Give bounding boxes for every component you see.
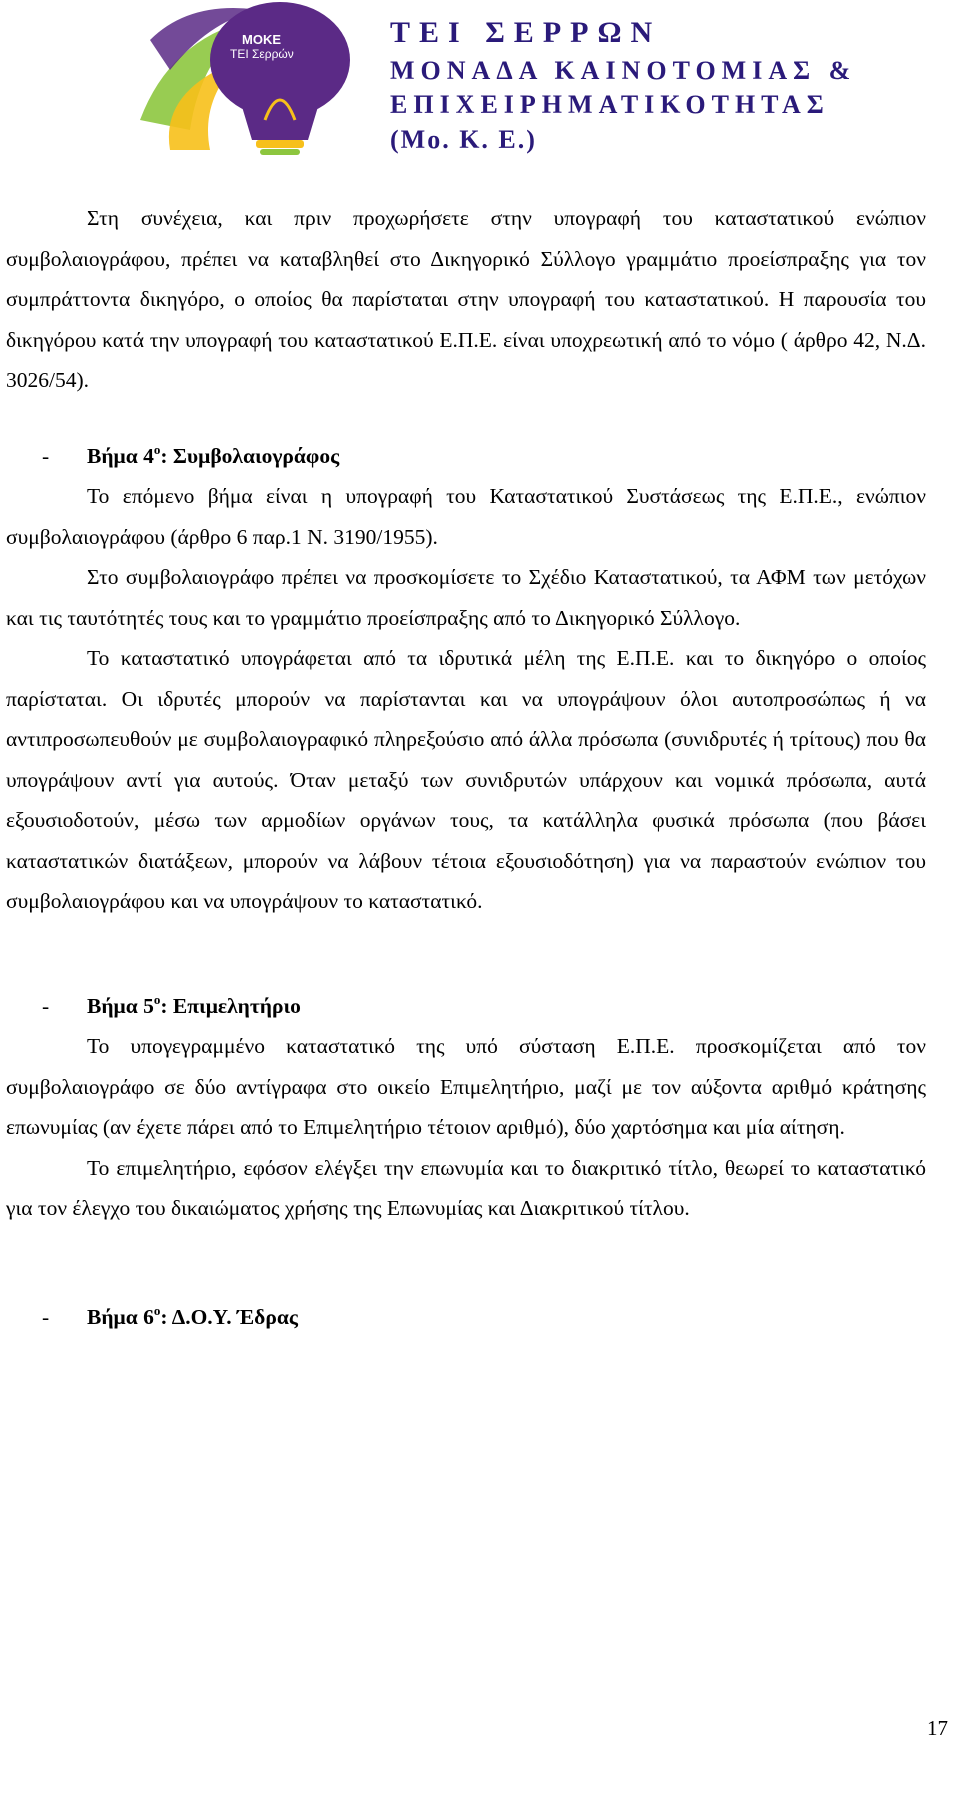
logo-title: ΜΟΚΕ [242, 32, 281, 47]
step-4-heading [6, 436, 926, 477]
step-5-heading [6, 986, 926, 1027]
document-body [6, 198, 926, 1337]
step-4-rest: : Συμβολαιογράφος [160, 443, 340, 468]
institution-line-2: ΜΟΝΑΔΑ ΚΑΙΝΟΤΟΜΙΑΣ & [390, 56, 857, 85]
step-6-rest: : Δ.Ο.Υ. Έδρας [160, 1304, 298, 1329]
step-6-sup: ο [153, 1302, 161, 1318]
page-header [0, 0, 960, 180]
step-4-paragraph-3: Το καταστατικό υπογράφεται από τα ιδρυτικά μέλη της Ε.Π.Ε. και το δικηγόρο ο οποίος παρίσταται. Οι ιδρυτές μπορούν να παρίστανται και να υπογράψουν όλοι αυτοπροσώπως ή να αντιπροσωπευθούν με συμβολαιογραφικό πληρεξούσιο από άλλα πρόσωπα (συνιδρυτές ή τρίτους) που θα υπογράψουν αντί για αυτούς. Όταν μεταξύ των συνιδρυτών υπάρχουν και νομικά πρόσωπα, αυτά εξουσιοδοτούν, μέσω των αρμοδίων οργάνων τους, τα κατάλληλα φυσικά πρόσωπα (που βάσει καταστατικών διατάξεων, μπορούν να λάβουν τέτοια εξουσιοδότηση) για να παραστούν ενώπιον του συμβολαιογράφου και να υπογράψουν το καταστατικό. [6, 646, 926, 913]
step-5-dash: - [42, 993, 50, 1018]
step-5-rest: : Επιμελητήριο [160, 993, 301, 1018]
institution-line-4: (Μο. Κ. Ε.) [390, 125, 537, 154]
step-4-dash: - [42, 443, 50, 468]
step-5-paragraph-2: Το επιμελητήριο, εφόσον ελέγξει την επωνυμία και το διακριτικό τίτλο, θεωρεί το καταστατικό για τον έλεγχο του δικαιώματος χρήσης της Επωνυμίας και Διακριτικού τίτλου. [6, 1155, 926, 1220]
step-4-title: Βήμα 4 [87, 443, 154, 468]
logo-subtitle: ΤΕΙ Σερρών [230, 47, 294, 61]
moke-logo [130, 0, 380, 160]
step-5-title: Βήμα 5 [87, 993, 154, 1018]
institution-line-1: ΤΕΙ ΣΕΡΡΩΝ [390, 16, 662, 49]
step-6-title: Βήμα 6 [87, 1304, 154, 1329]
page-number: 17 [927, 1716, 948, 1740]
step-5-paragraph-1: Το υπογεγραμμένο καταστατικό της υπό σύσταση Ε.Π.Ε. προσκομίζεται από τον συμβολαιογράφο σε δύο αντίγραφα στο οικείο Επιμελητήριο, μαζί με τον αύξοντα αριθμό κράτησης επωνυμίας (αν έχετε πάρει από το Επιμελητήριο τέτοιον αριθμό), δύο χαρτόσημα και μία αίτηση. [6, 1034, 926, 1139]
institution-name [390, 14, 950, 158]
lightbulb-logo-icon [130, 0, 380, 160]
step-6-heading [6, 1297, 926, 1338]
step-4-paragraph-2: Στο συμβολαιογράφο πρέπει να προσκομίσετε το Σχέδιο Καταστατικού, τα ΑΦΜ των μετόχων και τις ταυτότητές τους και το γραμμάτιο προείσπραξης από το Δικηγορικό Σύλλογο. [6, 565, 926, 630]
institution-line-3: ΕΠΙΧΕΙΡΗΜΑΤΙΚΟΤΗΤΑΣ [390, 90, 830, 119]
step-4-paragraph-1: Το επόμενο βήμα είναι η υπογραφή του Καταστατικού Συστάσεως της Ε.Π.Ε., ενώπιον συμβολαιογράφου (άρθρο 6 παρ.1 Ν. 3190/1955). [6, 484, 926, 549]
step-6-dash: - [42, 1304, 50, 1329]
paragraph-intro: Στη συνέχεια, και πριν προχωρήσετε στην υπογραφή του καταστατικού ενώπιον συμβολαιογράφου, πρέπει να καταβληθεί στο Δικηγορικό Σύλλογο γραμμάτιο προείσπραξης για τον συμπράττοντα δικηγόρο, ο οποίος θα παρίσταται στην υπογραφή του καταστατικού. Η παρουσία του δικηγόρου κατά την υπογραφή του καταστατικού Ε.Π.Ε. είναι υποχρεωτική από το νόμο ( άρθρο 42, Ν.Δ. 3026/54). [6, 206, 926, 392]
step-5-sup: ο [153, 991, 161, 1007]
step-4-sup: ο [153, 441, 161, 457]
